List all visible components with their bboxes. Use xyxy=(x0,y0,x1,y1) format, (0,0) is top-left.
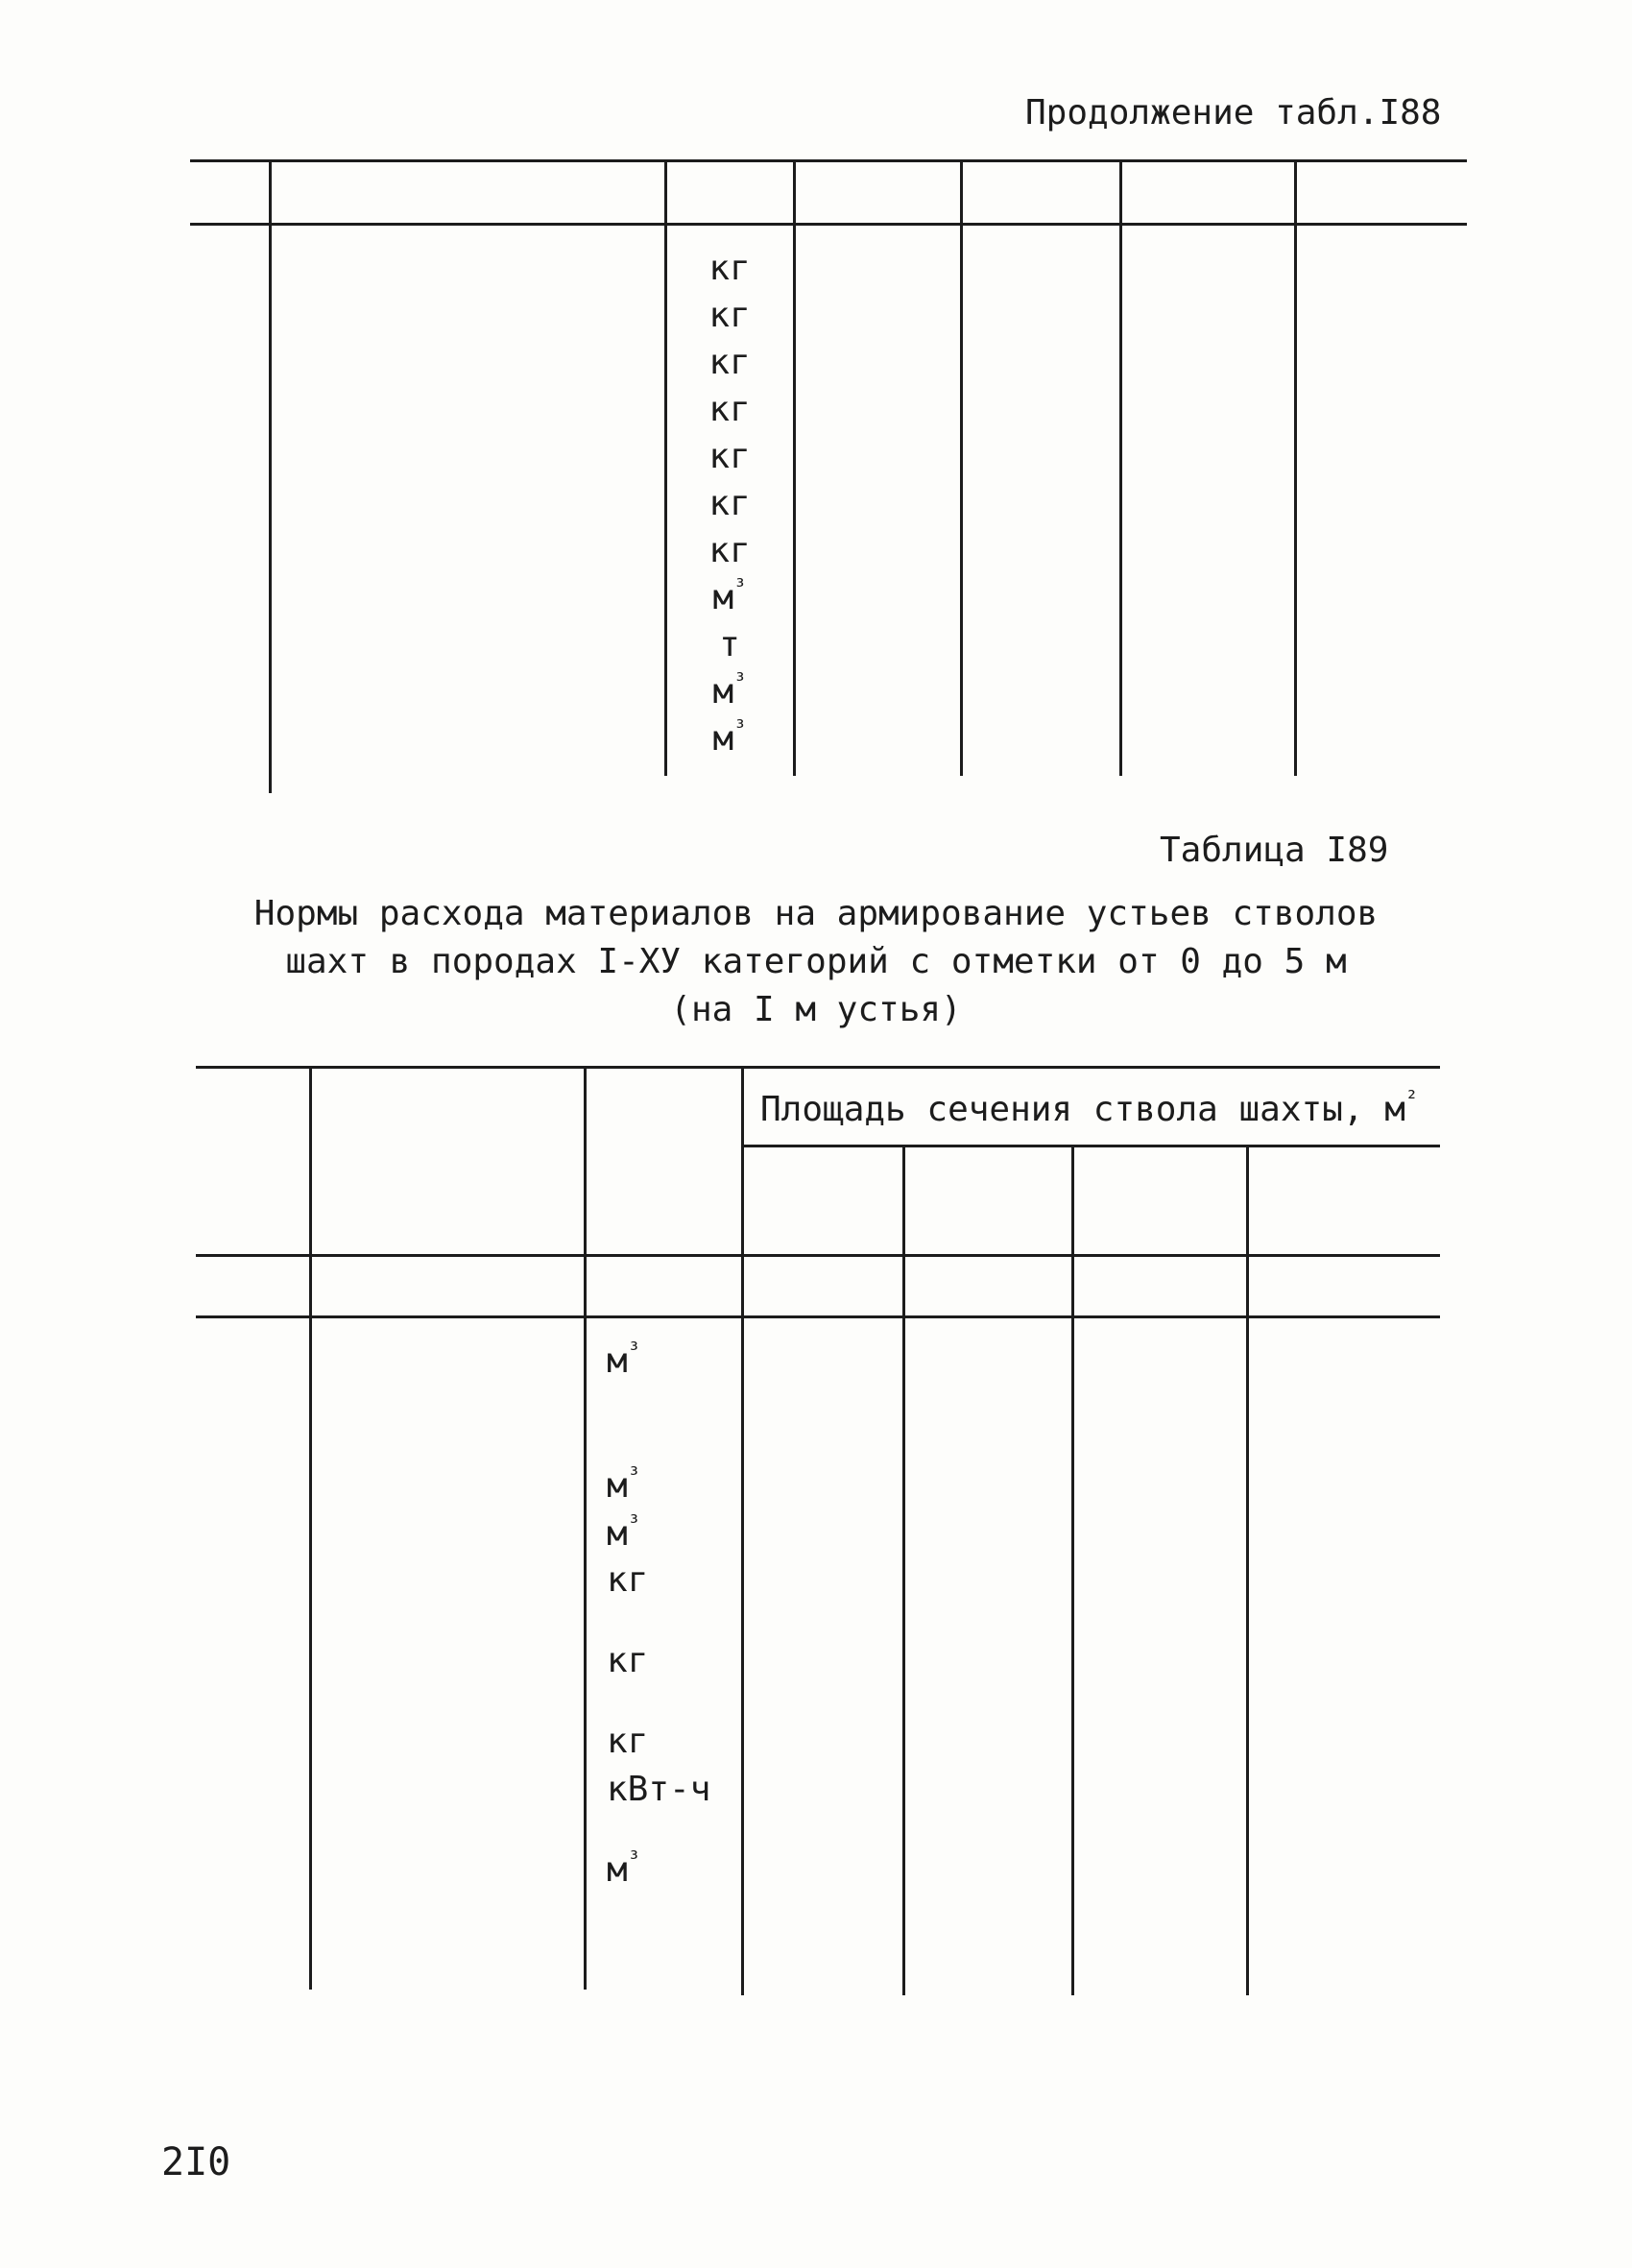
table-188-top-rule xyxy=(190,159,1467,162)
table-189-divider xyxy=(902,1145,905,1995)
table-189-cell-unit: $м^{^3}$ xyxy=(607,1339,640,1381)
table-189-divider xyxy=(1246,1145,1249,1995)
table-189-colnum-rule xyxy=(196,1315,1440,1318)
table-189-cell-unit: кг xyxy=(607,1560,649,1600)
table-188-cell-unit: кг xyxy=(708,437,751,476)
table-189-header-rule xyxy=(196,1254,1440,1257)
table-188-divider xyxy=(1294,223,1297,776)
table-title-line-2: шахт в породах I-XУ категорий с отметки от 0 до 5 м xyxy=(285,942,1347,981)
table-188-divider xyxy=(960,223,963,776)
table-188-divider xyxy=(1119,223,1122,776)
table-188-cell-unit: кг xyxy=(708,390,751,429)
table-188-header-divider xyxy=(793,159,796,227)
table-title-line-3: (на I м устья) xyxy=(670,990,962,1029)
table-188-header-rule xyxy=(190,223,1467,226)
table-number: Таблица I89 xyxy=(1160,831,1389,870)
table-189-area-rule xyxy=(741,1145,1440,1147)
table-189-divider xyxy=(741,1066,744,1995)
page-number: 2I0 xyxy=(161,2140,231,2184)
table-188-cell-unit: кг xyxy=(708,531,751,570)
table-188-cell-unit: кг xyxy=(708,249,751,288)
table-189-divider xyxy=(309,1066,312,1990)
table-188-cell-unit: $м^{^3}$ xyxy=(712,669,747,712)
table-188-header-divider xyxy=(664,159,667,227)
table-188-cell-unit: кг xyxy=(708,296,751,335)
table-188-divider xyxy=(269,223,272,793)
continuation-caption: Продолжение табл.I88 xyxy=(1025,93,1442,133)
table-188-cell-unit: т xyxy=(719,625,740,664)
table-188-cell-unit: $м^{^3}$ xyxy=(712,575,747,617)
table-188-divider xyxy=(664,223,667,776)
table-189-cell-unit: кг xyxy=(607,1722,649,1761)
table-189-cell-unit: кг xyxy=(607,1641,649,1680)
table-189-cell-unit: $м^{^3}$ xyxy=(607,1847,640,1890)
table-189-top-rule xyxy=(196,1066,1440,1069)
table-189-cell-unit: кВт-ч xyxy=(607,1770,711,1809)
table-189-cell-unit: $м^{^3}$ xyxy=(607,1511,640,1554)
table-188-header-divider xyxy=(269,159,272,227)
table-189-cell-unit: $м^{^3}$ xyxy=(607,1463,640,1506)
table-189-divider xyxy=(1071,1145,1074,1995)
table-189-divider xyxy=(584,1066,587,1990)
table-188-cell-unit: кг xyxy=(708,343,751,382)
header-area: Площадь сечения ствола шахты, $м^{^2}$ xyxy=(760,1087,1419,1129)
table-title-line-1: Нормы расхода материалов на армирование устьев стволов xyxy=(253,894,1379,933)
table-188-header-divider xyxy=(1294,159,1297,227)
table-188-cell-unit: $м^{^3}$ xyxy=(712,716,747,759)
table-188-divider xyxy=(793,223,796,776)
table-188-cell-unit: кг xyxy=(708,484,751,523)
table-188-header-divider xyxy=(960,159,963,227)
table-188-header-divider xyxy=(1119,159,1122,227)
